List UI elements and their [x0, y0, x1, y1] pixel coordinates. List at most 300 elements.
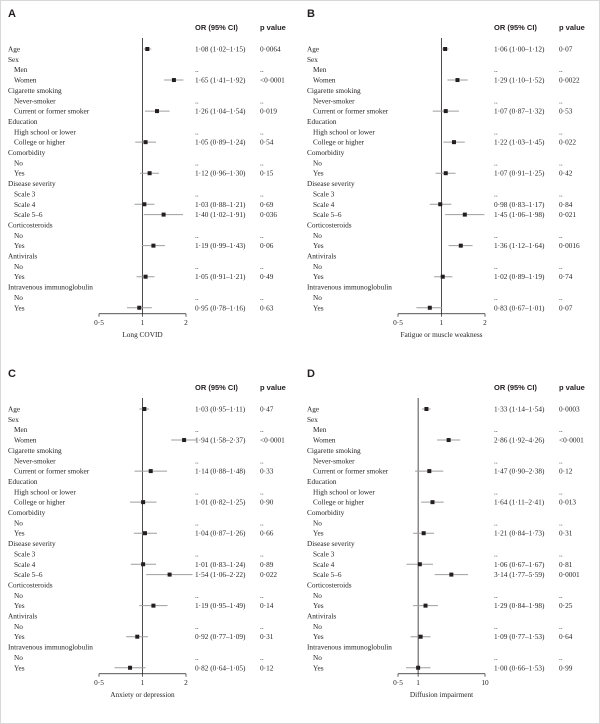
- x-axis-label: Diffusion impairment: [409, 689, 474, 699]
- p-value: 0·84: [559, 199, 573, 209]
- p-value: 0·0064: [260, 44, 281, 54]
- row-sublabel: Current or former smoker: [313, 466, 389, 476]
- x-axis-label: Anxiety or depression: [110, 689, 175, 699]
- row-sublabel: Never-smoker: [313, 96, 355, 106]
- p-value: <0·0001: [260, 435, 285, 445]
- or-ci-value: ..: [494, 652, 498, 662]
- row-label: Intravenous immunoglobulin: [8, 642, 93, 652]
- row-sublabel: No: [313, 230, 322, 240]
- or-ci-value: 1·03 (0·88–1·21): [195, 199, 246, 209]
- or-ci-value: 2·86 (1·92–4·26): [494, 435, 545, 445]
- forest-plot-svg: [305, 365, 595, 723]
- row-label: Cigarette smoking: [307, 445, 361, 455]
- row-label: Sex: [307, 414, 318, 424]
- or-ci-value: ..: [494, 487, 498, 497]
- row-label: Intravenous immunoglobulin: [307, 282, 392, 292]
- point-estimate: [444, 171, 448, 175]
- p-value: ..: [559, 292, 563, 302]
- p-value: ..: [260, 96, 264, 106]
- or-ci-value: 1·03 (0·95–1·11): [195, 404, 246, 414]
- row-label: Education: [8, 116, 38, 126]
- row-sublabel: Women: [313, 75, 336, 85]
- point-estimate: [424, 604, 428, 608]
- p-value: 0·47: [260, 404, 274, 414]
- row-sublabel: Yes: [313, 303, 324, 313]
- point-estimate: [137, 306, 141, 310]
- p-value: ..: [559, 127, 563, 137]
- or-ci-value: ..: [494, 590, 498, 600]
- or-ci-value: 1·01 (0·83–1·24): [195, 559, 246, 569]
- row-sublabel: Men: [313, 425, 327, 435]
- p-value: 0·022: [260, 570, 278, 580]
- or-ci-value: 0·92 (0·77–1·09): [195, 632, 246, 642]
- row-sublabel: Scale 4: [313, 199, 335, 209]
- header-p-value: p value: [260, 383, 286, 392]
- row-sublabel: Yes: [14, 663, 25, 673]
- point-estimate: [441, 275, 445, 279]
- point-estimate: [135, 635, 139, 639]
- x-tick-label: 2: [184, 677, 188, 687]
- point-estimate: [452, 140, 456, 144]
- p-value: ..: [260, 127, 264, 137]
- row-sublabel: Scale 3: [14, 549, 36, 559]
- row-sublabel: No: [14, 292, 23, 302]
- or-ci-value: 1·06 (0·67–1·67): [494, 559, 545, 569]
- point-estimate: [416, 666, 420, 670]
- row-label: Disease severity: [307, 539, 355, 549]
- row-sublabel: Yes: [313, 601, 324, 611]
- or-ci-value: ..: [494, 518, 498, 528]
- row-sublabel: College or higher: [14, 137, 66, 147]
- panel-letter: D: [307, 368, 315, 380]
- or-ci-value: ..: [494, 65, 498, 75]
- row-sublabel: No: [313, 652, 322, 662]
- row-sublabel: Yes: [313, 663, 324, 673]
- point-estimate: [444, 109, 448, 113]
- p-value: ..: [559, 518, 563, 528]
- or-ci-value: ..: [494, 292, 498, 302]
- p-value: 0·31: [260, 632, 274, 642]
- x-tick-label: 2: [184, 317, 188, 327]
- row-sublabel: Scale 4: [14, 559, 36, 569]
- row-label: Age: [307, 44, 320, 54]
- row-label: Intravenous immunoglobulin: [307, 642, 392, 652]
- row-sublabel: No: [14, 518, 23, 528]
- p-value: ..: [559, 425, 563, 435]
- or-ci-value: ..: [195, 518, 199, 528]
- header-p-value: p value: [559, 383, 585, 392]
- row-label: Corticosteroids: [8, 580, 53, 590]
- or-ci-value: ..: [195, 261, 199, 271]
- row-sublabel: Yes: [313, 241, 324, 251]
- or-ci-value: 0·82 (0·64–1·05): [195, 663, 246, 673]
- p-value: 0·036: [260, 210, 278, 220]
- row-sublabel: Men: [313, 65, 327, 75]
- or-ci-value: ..: [195, 487, 199, 497]
- p-value: ..: [260, 189, 264, 199]
- p-value: ..: [559, 96, 563, 106]
- or-ci-value: ..: [494, 621, 498, 631]
- point-estimate: [422, 531, 426, 535]
- point-estimate: [428, 306, 432, 310]
- point-estimate: [162, 213, 166, 217]
- or-ci-value: ..: [494, 456, 498, 466]
- or-ci-value: 1·19 (0·99–1·43): [195, 241, 246, 251]
- p-value: 0·0001: [559, 570, 580, 580]
- p-value: 0·49: [260, 272, 274, 282]
- or-ci-value: 1·45 (1·06–1·98): [494, 210, 545, 220]
- or-ci-value: 1·21 (0·84–1·73): [494, 528, 545, 538]
- p-value: 0·0016: [559, 241, 580, 251]
- or-ci-value: 1·64 (1·11–2·41): [494, 497, 545, 507]
- or-ci-value: ..: [494, 127, 498, 137]
- p-value: ..: [559, 456, 563, 466]
- row-sublabel: No: [14, 590, 23, 600]
- row-sublabel: No: [313, 292, 322, 302]
- row-sublabel: Scale 5–6: [313, 210, 342, 220]
- row-sublabel: Women: [313, 435, 336, 445]
- forest-plot-svg: [6, 365, 296, 723]
- row-label: Education: [8, 476, 38, 486]
- point-estimate: [128, 666, 132, 670]
- panel-letter: C: [8, 368, 16, 380]
- or-ci-value: ..: [494, 425, 498, 435]
- or-ci-value: ..: [195, 549, 199, 559]
- or-ci-value: 1·07 (0·87–1·32): [494, 106, 545, 116]
- or-ci-value: 0·98 (0·83–1·17): [494, 199, 545, 209]
- row-sublabel: Women: [14, 435, 37, 445]
- point-estimate: [459, 244, 463, 248]
- row-sublabel: Scale 4: [14, 199, 36, 209]
- forest-plot-svg: [305, 5, 595, 363]
- row-sublabel: College or higher: [14, 497, 66, 507]
- or-ci-value: 1·04 (0·87–1·26): [195, 528, 246, 538]
- row-label: Intravenous immunoglobulin: [8, 282, 93, 292]
- or-ci-value: ..: [195, 158, 199, 168]
- p-value: 0·0022: [559, 75, 580, 85]
- row-sublabel: Men: [14, 425, 28, 435]
- or-ci-value: ..: [494, 96, 498, 106]
- point-estimate: [168, 573, 172, 577]
- p-value: 0·12: [260, 663, 274, 673]
- or-ci-value: ..: [195, 621, 199, 631]
- p-value: 0·66: [260, 528, 274, 538]
- p-value: ..: [260, 487, 264, 497]
- point-estimate: [143, 531, 147, 535]
- p-value: ..: [559, 189, 563, 199]
- p-value: 0·63: [260, 303, 274, 313]
- point-estimate: [463, 213, 467, 217]
- p-value: 0·90: [260, 497, 274, 507]
- row-label: Corticosteroids: [8, 220, 53, 230]
- row-sublabel: Scale 3: [313, 549, 335, 559]
- p-value: 0·42: [559, 168, 573, 178]
- row-label: Education: [307, 116, 337, 126]
- p-value: ..: [260, 261, 264, 271]
- row-sublabel: Yes: [313, 528, 324, 538]
- x-axis-label: Fatigue or muscle weakness: [400, 329, 483, 339]
- row-label: Age: [8, 44, 21, 54]
- or-ci-value: ..: [494, 189, 498, 199]
- row-sublabel: Never-smoker: [313, 456, 355, 466]
- p-value: 0·25: [559, 601, 573, 611]
- p-value: ..: [260, 456, 264, 466]
- p-value: ..: [260, 230, 264, 240]
- row-label: Cigarette smoking: [8, 85, 62, 95]
- row-sublabel: Never-smoker: [14, 96, 56, 106]
- point-estimate: [142, 407, 146, 411]
- p-value: ..: [559, 549, 563, 559]
- p-value: 0·33: [260, 466, 274, 476]
- row-label: Antivirals: [8, 251, 38, 261]
- p-value: 0·06: [260, 241, 274, 251]
- p-value: 0·14: [260, 601, 274, 611]
- row-label: Disease severity: [8, 179, 56, 189]
- or-ci-value: ..: [494, 261, 498, 271]
- p-value: ..: [260, 158, 264, 168]
- header-or-ci: OR (95% CI): [494, 383, 537, 392]
- x-tick-label: 0·5: [94, 677, 104, 687]
- forest-plot-anxiety-depression: [6, 365, 296, 723]
- p-value: 0·12: [559, 466, 573, 476]
- point-estimate: [430, 500, 434, 504]
- row-label: Age: [8, 404, 21, 414]
- row-sublabel: Yes: [14, 303, 25, 313]
- x-tick-label: 1: [416, 677, 420, 687]
- p-value: 0·74: [559, 272, 573, 282]
- row-sublabel: No: [313, 261, 322, 271]
- row-sublabel: No: [14, 230, 23, 240]
- p-value: ..: [260, 652, 264, 662]
- p-value: 0·89: [260, 559, 274, 569]
- p-value: 0·69: [260, 199, 274, 209]
- row-label: Age: [307, 404, 320, 414]
- x-tick-label: 0·5: [393, 677, 403, 687]
- or-ci-value: 1·01 (0·82–1·25): [195, 497, 246, 507]
- p-value: ..: [260, 65, 264, 75]
- x-tick-label: 1: [140, 317, 145, 327]
- p-value: 0·54: [260, 137, 274, 147]
- or-ci-value: ..: [195, 456, 199, 466]
- header-or-ci: OR (95% CI): [195, 383, 238, 392]
- p-value: ..: [260, 621, 264, 631]
- row-label: Disease severity: [8, 539, 56, 549]
- row-sublabel: Yes: [14, 601, 25, 611]
- or-ci-value: ..: [195, 425, 199, 435]
- or-ci-value: 1·05 (0·91–1·21): [195, 272, 246, 282]
- row-sublabel: Yes: [313, 272, 324, 282]
- row-label: Sex: [8, 54, 19, 64]
- or-ci-value: 1·22 (1·03–1·45): [494, 137, 545, 147]
- p-value: 0·022: [559, 137, 577, 147]
- row-sublabel: Scale 3: [14, 189, 36, 199]
- row-label: Corticosteroids: [307, 220, 352, 230]
- or-ci-value: 1·09 (0·77–1·53): [494, 632, 545, 642]
- p-value: 0·31: [559, 528, 573, 538]
- row-sublabel: No: [313, 518, 322, 528]
- or-ci-value: 1·02 (0·89–1·19): [494, 272, 545, 282]
- p-value: ..: [260, 425, 264, 435]
- point-estimate: [427, 469, 431, 473]
- or-ci-value: ..: [195, 292, 199, 302]
- row-sublabel: Yes: [313, 168, 324, 178]
- p-value: ..: [559, 621, 563, 631]
- point-estimate: [151, 604, 155, 608]
- header-p-value: p value: [260, 23, 286, 32]
- or-ci-value: 1·07 (0·91–1·25): [494, 168, 545, 178]
- x-tick-label: 1: [140, 677, 145, 687]
- point-estimate: [149, 469, 153, 473]
- p-value: 0·0003: [559, 404, 580, 414]
- forest-plot-svg: [6, 5, 296, 363]
- row-sublabel: Scale 3: [313, 189, 335, 199]
- row-sublabel: Scale 5–6: [14, 210, 43, 220]
- or-ci-value: ..: [195, 189, 199, 199]
- p-value: ..: [559, 230, 563, 240]
- or-ci-value: 1·12 (0·96–1·30): [195, 168, 246, 178]
- p-value: ..: [559, 652, 563, 662]
- point-estimate: [455, 78, 459, 82]
- p-value: 0·07: [559, 303, 573, 313]
- row-label: Sex: [307, 54, 318, 64]
- row-sublabel: No: [14, 261, 23, 271]
- point-estimate: [418, 562, 422, 566]
- row-label: Antivirals: [307, 251, 337, 261]
- p-value: ..: [559, 487, 563, 497]
- forest-plot-long-covid: [6, 5, 296, 363]
- row-sublabel: High school or lower: [313, 487, 375, 497]
- point-estimate: [419, 635, 423, 639]
- row-sublabel: Current or former smoker: [14, 106, 90, 116]
- p-value: ..: [559, 590, 563, 600]
- row-sublabel: Yes: [14, 528, 25, 538]
- point-estimate: [141, 500, 145, 504]
- row-sublabel: High school or lower: [14, 487, 76, 497]
- row-sublabel: Scale 4: [313, 559, 335, 569]
- or-ci-value: 1·40 (1·02–1·91): [195, 210, 246, 220]
- header-p-value: p value: [559, 23, 585, 32]
- or-ci-value: ..: [494, 549, 498, 559]
- p-value: ..: [559, 158, 563, 168]
- row-label: Comorbidity: [307, 508, 345, 517]
- point-estimate: [144, 140, 148, 144]
- or-ci-value: 1·14 (0·88–1·48): [195, 466, 246, 476]
- x-tick-label: 0·5: [393, 317, 403, 327]
- row-sublabel: High school or lower: [14, 127, 76, 137]
- header-or-ci: OR (95% CI): [195, 23, 238, 32]
- point-estimate: [145, 47, 149, 51]
- row-label: Cigarette smoking: [8, 445, 62, 455]
- row-label: Antivirals: [8, 611, 38, 621]
- row-sublabel: College or higher: [313, 497, 365, 507]
- row-label: Comorbidity: [307, 148, 345, 157]
- or-ci-value: 1·08 (1·02–1·15): [195, 44, 246, 54]
- row-sublabel: No: [313, 158, 322, 168]
- row-sublabel: No: [313, 621, 322, 631]
- point-estimate: [449, 573, 453, 577]
- p-value: 0·021: [559, 210, 577, 220]
- row-sublabel: Yes: [14, 241, 25, 251]
- or-ci-value: ..: [195, 65, 199, 75]
- row-label: Comorbidity: [8, 148, 46, 157]
- p-value: 0·07: [559, 44, 573, 54]
- row-sublabel: No: [14, 158, 23, 168]
- p-value: 0·53: [559, 106, 573, 116]
- or-ci-value: 1·94 (1·58–2·37): [195, 435, 246, 445]
- x-tick-label: 0·5: [94, 317, 104, 327]
- row-sublabel: Current or former smoker: [14, 466, 90, 476]
- x-axis-label: Long COVID: [122, 329, 163, 339]
- or-ci-value: 1·65 (1·41–1·92): [195, 75, 246, 85]
- row-label: Disease severity: [307, 179, 355, 189]
- or-ci-value: 1·29 (0·84–1·98): [494, 601, 545, 611]
- or-ci-value: 1·36 (1·12–1·64): [494, 241, 545, 251]
- or-ci-value: 1·00 (0·66–1·53): [494, 663, 545, 673]
- p-value: <0·0001: [559, 435, 584, 445]
- point-estimate: [141, 562, 145, 566]
- p-value: ..: [559, 65, 563, 75]
- x-tick-label: 10: [481, 677, 489, 687]
- point-estimate: [438, 202, 442, 206]
- p-value: 0·81: [559, 559, 573, 569]
- row-sublabel: Current or former smoker: [313, 106, 389, 116]
- or-ci-value: 1·29 (1·10–1·52): [494, 75, 545, 85]
- or-ci-value: 1·47 (0·90–2·38): [494, 466, 545, 476]
- or-ci-value: ..: [195, 230, 199, 240]
- point-estimate: [182, 438, 186, 442]
- or-ci-value: 1·19 (0·95–1·49): [195, 601, 246, 611]
- point-estimate: [447, 438, 451, 442]
- row-sublabel: High school or lower: [313, 127, 375, 137]
- x-tick-label: 2: [483, 317, 487, 327]
- or-ci-value: ..: [195, 652, 199, 662]
- row-sublabel: No: [14, 652, 23, 662]
- row-sublabel: Scale 5–6: [313, 570, 342, 580]
- p-value: 0·013: [559, 497, 577, 507]
- row-sublabel: Yes: [14, 272, 25, 282]
- forest-plot-fatigue: [305, 5, 595, 363]
- panel-letter: A: [8, 8, 16, 20]
- point-estimate: [144, 275, 148, 279]
- row-sublabel: Never-smoker: [14, 456, 56, 466]
- row-sublabel: College or higher: [313, 137, 365, 147]
- row-sublabel: No: [14, 621, 23, 631]
- row-label: Antivirals: [307, 611, 337, 621]
- point-estimate: [424, 407, 428, 411]
- p-value: ..: [260, 590, 264, 600]
- or-ci-value: 1·54 (1·06–2·22): [195, 570, 246, 580]
- p-value: 0·15: [260, 168, 274, 178]
- row-label: Corticosteroids: [307, 580, 352, 590]
- row-sublabel: Yes: [313, 632, 324, 642]
- p-value: ..: [260, 549, 264, 559]
- or-ci-value: 1·33 (1·14–1·54): [494, 404, 545, 414]
- p-value: ..: [559, 261, 563, 271]
- point-estimate: [142, 202, 146, 206]
- forest-plot-diffusion-impairment: [305, 365, 595, 723]
- or-ci-value: 0·83 (0·67–1·01): [494, 303, 545, 313]
- point-estimate: [151, 244, 155, 248]
- row-label: Education: [307, 476, 337, 486]
- point-estimate: [443, 47, 447, 51]
- row-label: Cigarette smoking: [307, 85, 361, 95]
- row-label: Comorbidity: [8, 508, 46, 517]
- p-value: 0·64: [559, 632, 573, 642]
- p-value: ..: [260, 518, 264, 528]
- row-sublabel: Men: [14, 65, 28, 75]
- or-ci-value: 3·14 (1·77–5·59): [494, 570, 545, 580]
- or-ci-value: 1·05 (0·89–1·24): [195, 137, 246, 147]
